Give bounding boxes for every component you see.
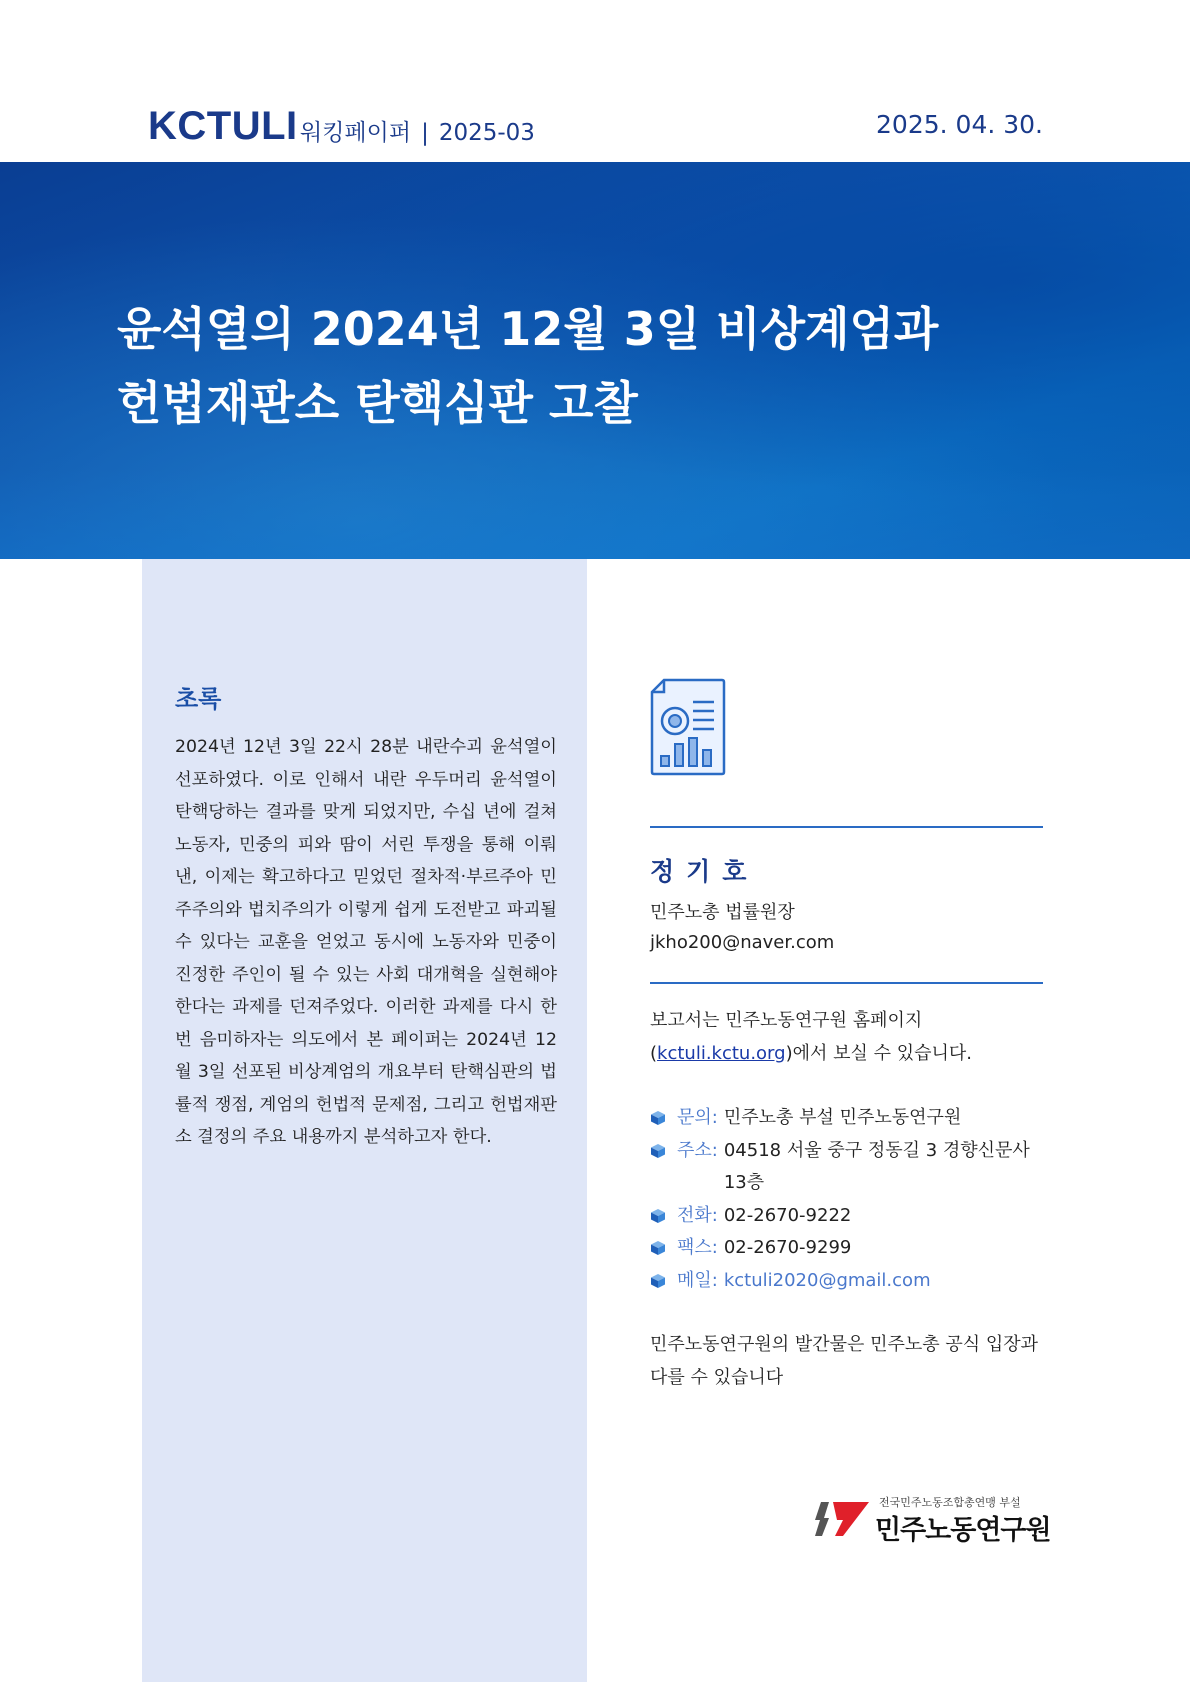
fax-label: 팩스: (677, 1237, 718, 1258)
abstract-heading: 초록 (175, 685, 222, 713)
phone-value: 02-2670-9222 (723, 1204, 852, 1226)
issue-number: 2025-03 (438, 120, 535, 146)
author-bottom-rule (650, 982, 1043, 984)
author-name: 정기호 (650, 857, 759, 886)
cube-bullet-icon (650, 1110, 666, 1126)
author-role: 민주노총 법률원장 (650, 902, 795, 923)
paper-title (117, 292, 938, 440)
abstract-panel (142, 559, 587, 1682)
kctuli-logo (813, 1494, 1051, 1546)
mail-label: 메일: (677, 1269, 718, 1291)
contact-mail (650, 1265, 1050, 1298)
series-separator: | (421, 120, 429, 146)
title-line-1: 윤석열의 2024년 12월 3일 비상계엄과 (117, 302, 939, 356)
brand-logo-text: KCTULI (148, 104, 298, 148)
contact-address (650, 1135, 1050, 1200)
notice-prefix: 보고서는 민주노동연구원 홈페이지( (650, 1010, 923, 1064)
series-label (300, 114, 535, 147)
cube-bullet-icon (650, 1273, 666, 1289)
publication-date: 2025. 04. 30. (876, 110, 1043, 139)
contact-inquiry (650, 1102, 1050, 1135)
contact-list (650, 1102, 1050, 1297)
inquiry-label: 문의: (677, 1107, 718, 1128)
address-value: 04518 서울 중구 정동길 3 경향신문사 13층 (723, 1139, 1030, 1193)
title-banner (0, 162, 1190, 559)
notice-suffix: )에서 보실 수 있습니다. (785, 1043, 972, 1064)
contact-fax (650, 1232, 1050, 1265)
address-label: 주소: (677, 1139, 718, 1161)
author-email[interactable]: jkho200@naver.com (650, 932, 835, 953)
series-name: 워킹페이퍼 (300, 120, 412, 146)
mail-value[interactable]: kctuli2020@gmail.com (723, 1269, 931, 1291)
abstract-text: 2024년 12년 3일 22시 28분 내란수괴 윤석열이 선포하였다. 이로 인해서 내란 우두머리 윤석열이 탄핵당하는 결과를 맞게 되었지만, 수십 년에 걸쳐 노동자, 민중의 피와 땀이 서린 투쟁을 통해 이뤄낸, 이제는 확고하다고 믿었던 절차적·부르주아 민주주의와 법치주의가 이렇게 쉽게 도전받고 파괴될 수 있다는 교훈을 얻었고 동시에 노동자와 민중이 진정한 주인이 될 수 있는 사회 대개혁을 실현해야 한다는 과제를 던져주었다. 이러한 과제를 다시 한번 음미하자는 의도에서 본 페이퍼는 2024년 12월 3일 선포된 비상계엄의 개요부터 탄핵심판의 법률적 쟁점, 계엄의 헌법적 문제점, 그리고 헌법재판소 결정의 주요 내용까지 분석하고자 한다. (175, 737, 557, 1147)
cube-bullet-icon (650, 1208, 666, 1224)
author-top-rule (650, 826, 1043, 828)
disclaimer: 민주노동연구원의 발간물은 민주노총 공식 입장과 다를 수 있습니다 (650, 1334, 1039, 1388)
fax-value: 02-2670-9299 (723, 1237, 852, 1258)
homepage-link[interactable]: kctuli.kctu.org (657, 1043, 786, 1064)
cube-bullet-icon (650, 1240, 666, 1256)
report-chart-icon (650, 678, 726, 776)
kctu-logo-mark (813, 1498, 871, 1538)
phone-label: 전화: (677, 1204, 718, 1226)
logo-title: 민주노동연구원 (875, 1515, 1051, 1546)
inquiry-value: 민주노총 부설 민주노동연구원 (723, 1107, 962, 1128)
title-line-2: 헌법재판소 탄핵심판 고찰 (117, 376, 638, 430)
homepage-notice (650, 1004, 1050, 1070)
contact-phone (650, 1200, 1050, 1233)
logo-subtitle: 전국민주노동조합총연맹 부설 (879, 1496, 1021, 1509)
header-bar (0, 0, 1190, 162)
cube-bullet-icon (650, 1143, 666, 1159)
